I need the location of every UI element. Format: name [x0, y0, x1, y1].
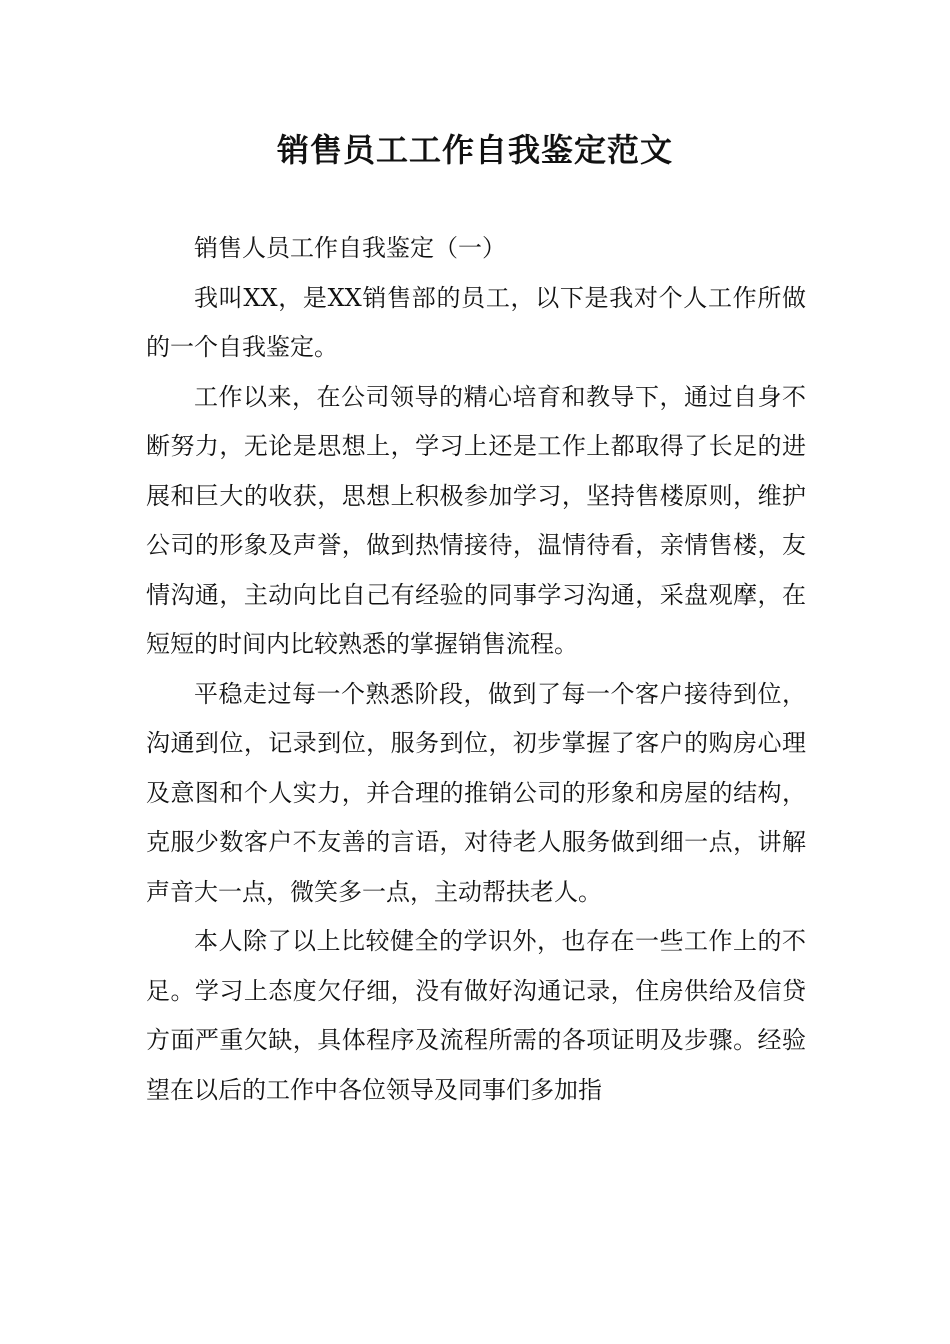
- body-paragraph: 平稳走过每一个熟悉阶段，做到了每一个客户接待到位，沟通到位，记录到位，服务到位，初步掌握了客户的购房心理及意图和个人实力，并合理的推销公司的形象和房屋的结构，克服少数客户不友善的言语，对待老人服务做到细一点，讲解声音大一点，微笑多一点，主动帮扶老人。: [146, 679, 806, 906]
- document-body: [146, 224, 806, 1115]
- body-paragraph: 工作以来，在公司领导的精心培育和教导下，通过自身不断努力，无论是思想上，学习上还是工作上都取得了长足的进展和巨大的收获，思想上积极参加学习，坚持售楼原则，维护公司的形象及声誉，做到热情接待，温情待看，亲情售楼，友情沟通，主动向比自己有经验的同事学习沟通，采盘观摩，在短短的时间内比较熟悉的掌握销售流程。: [146, 382, 806, 658]
- document-title: 销售员工工作自我鉴定范文: [276, 131, 673, 169]
- section-heading: 销售人员工作自我鉴定（一）: [194, 234, 506, 262]
- body-paragraph: 我叫XX，是XX销售部的员工，以下是我对个人工作所做的一个自我鉴定。: [146, 283, 806, 361]
- body-paragraph: 本人除了以上比较健全的学识外，也存在一些工作上的不足。学习上态度欠仔细，没有做好沟通记录，住房供给及信贷方面严重欠缺，具体程序及流程所需的各项证明及步骤。经验望在以后的工作中各位领导及同事们多加指: [146, 927, 806, 1104]
